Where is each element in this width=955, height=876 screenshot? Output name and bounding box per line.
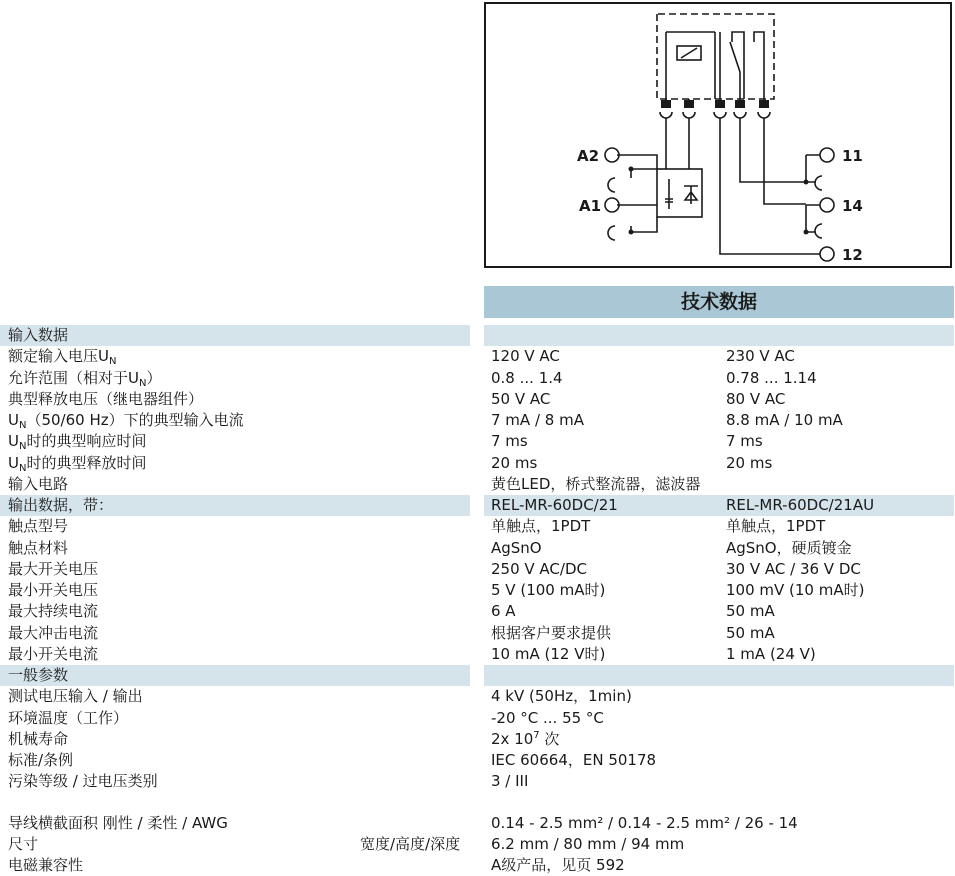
- row-value-2: 80 V AC: [726, 390, 786, 408]
- row-label-text: 测试电压输入 / 输出: [8, 687, 143, 705]
- row-label-text: 最小开关电流: [8, 645, 99, 663]
- table-row: [0, 771, 955, 792]
- row-value-2: 8.8 mA / 10 mA: [726, 411, 843, 429]
- row-value-1-tail: 次: [539, 730, 560, 748]
- relay-schematic: [486, 4, 954, 270]
- row-label-text: 输出数据，带：: [8, 496, 114, 514]
- table-row: [0, 750, 955, 771]
- table-row: [0, 559, 955, 580]
- row-value-1-superscript: 7: [533, 730, 540, 741]
- row-label: [8, 495, 113, 516]
- row-label: [8, 601, 98, 622]
- row-label: [8, 368, 161, 389]
- row-value-1-text: AgSnO: [491, 539, 542, 557]
- table-row: [0, 389, 955, 410]
- row-value-2: 230 V AC: [726, 347, 795, 365]
- row-label-text: U: [8, 411, 19, 429]
- row-label-text: 最大开关电压: [8, 560, 99, 578]
- terminal-a2-label: A2: [577, 147, 600, 165]
- row-label: [8, 389, 203, 410]
- row-label-text: 导线横截面积 刚性 / 柔性 / AWG: [8, 814, 228, 832]
- row-label: [8, 325, 68, 346]
- table-row: [0, 495, 955, 516]
- row-label: [8, 410, 244, 431]
- row-value-2: 30 V AC / 36 V DC: [726, 560, 861, 578]
- row-value-1-text: 0.8 ... 1.4: [491, 369, 563, 387]
- row-value-2: 50 mA: [726, 602, 775, 620]
- row-label: [8, 813, 228, 834]
- row-value-1-text: IEC 60664，EN 50178: [491, 751, 657, 769]
- row-label-text: 典型释放电压（继电器组件）: [8, 390, 204, 408]
- row-label-tail: 时的典型响应时间: [26, 432, 147, 450]
- row-label: [8, 729, 68, 750]
- row-label-text: 允许范围（相对于U: [8, 369, 139, 387]
- row-label-text: 环境温度（工作）: [8, 709, 129, 727]
- row-value-1-text: 2x 10: [491, 730, 534, 748]
- row-label: [8, 474, 68, 495]
- row-value-1-text: 黄色LED，桥式整流器，滤波器: [491, 475, 701, 493]
- row-label-text: U: [8, 432, 19, 450]
- row-value-1: [491, 644, 605, 665]
- row-value-1-text: 5 V (100 mA时): [491, 581, 606, 599]
- row-value-1-text: 50 V AC: [491, 390, 551, 408]
- row-value-1-text: REL-MR-60DC/21: [491, 496, 618, 514]
- row-value-2: 50 mA: [726, 624, 775, 642]
- row-label-text: 尺寸: [8, 835, 39, 853]
- terminal-14-label: 14: [842, 197, 863, 215]
- table-row: [0, 686, 955, 707]
- row-label: [8, 431, 146, 452]
- row-label-subscript: N: [18, 420, 27, 431]
- table-row: [0, 410, 955, 431]
- table-row: [0, 813, 955, 834]
- row-value-2: 1 mA (24 V): [726, 645, 816, 663]
- row-label-text: 最小开关电压: [8, 581, 99, 599]
- row-label-text: 污染等级 / 过电压类别: [8, 772, 158, 790]
- row-label: [8, 834, 38, 855]
- row-label-text: 额定输入电压U: [8, 347, 109, 365]
- row-label: [8, 855, 83, 876]
- row-label-subscript: N: [18, 441, 27, 452]
- row-label-tail: 时的典型释放时间: [26, 454, 147, 472]
- row-label: [8, 771, 158, 792]
- row-label-text: U: [8, 454, 19, 472]
- row-value-1: [491, 346, 560, 367]
- row-label: [8, 750, 73, 771]
- row-label: [8, 644, 98, 665]
- row-value-2: 100 mV (10 mA时): [726, 581, 865, 599]
- row-value-1-text: 7 mA / 8 mA: [491, 411, 584, 429]
- row-label-text: 标准/条例: [8, 751, 74, 769]
- row-label-subscript: N: [108, 356, 117, 367]
- row-label: [8, 580, 98, 601]
- table-row: [0, 474, 955, 495]
- row-value-1-text: 120 V AC: [491, 347, 560, 365]
- terminal-12-label: 12: [842, 246, 863, 264]
- row-value-1-text: 根据客户要求提供: [491, 624, 612, 642]
- row-value-1: [491, 813, 798, 834]
- row-value-1-text: 250 V AC/DC: [491, 560, 587, 578]
- row-value-2: 0.78 ... 1.14: [726, 369, 817, 387]
- row-value-1: [491, 368, 563, 389]
- table-row: [0, 431, 955, 452]
- table-row: [0, 623, 955, 644]
- table-row: [0, 855, 955, 876]
- row-label: [8, 346, 116, 367]
- table-row: [0, 792, 955, 813]
- row-value-1-text: 单触点，1PDT: [491, 517, 591, 535]
- row-label-text: 触点材料: [8, 539, 69, 557]
- table-row: [0, 580, 955, 601]
- row-label: [8, 538, 68, 559]
- terminal-a1-label: A1: [579, 197, 602, 215]
- table-row: [0, 665, 955, 686]
- row-value-1-text: 3 / III: [491, 772, 529, 790]
- row-value-1: [491, 601, 516, 622]
- row-label-tail: （50/60 Hz）下的典型输入电流: [26, 411, 244, 429]
- table-row: [0, 729, 955, 750]
- row-value-1-text: 4 kV (50Hz，1min): [491, 687, 632, 705]
- terminal-11-label: 11: [842, 147, 863, 165]
- row-value-1-text: 10 mA (12 V时): [491, 645, 606, 663]
- row-label: [8, 453, 146, 474]
- row-value-2: 7 ms: [726, 432, 763, 450]
- row-value-1: [491, 834, 684, 855]
- circuit-diagram: [484, 2, 952, 268]
- table-row: [0, 834, 955, 855]
- relay-contact: [730, 42, 740, 99]
- row-value-2: 20 ms: [726, 454, 773, 472]
- table-row: [0, 325, 955, 346]
- row-value-1: [491, 453, 537, 474]
- row-value-1: [491, 580, 605, 601]
- row-value-1: [491, 729, 559, 750]
- row-label-text: 触点型号: [8, 517, 69, 535]
- row-label: [8, 623, 98, 644]
- table-row: [0, 516, 955, 537]
- row-value-1-text: -20 °C ... 55 °C: [491, 709, 604, 727]
- row-value-1: [491, 623, 611, 644]
- table-row: [0, 644, 955, 665]
- row-value-1: [491, 474, 700, 495]
- coil-wires: [666, 32, 715, 99]
- table-row: [0, 368, 955, 389]
- row-value-1: [491, 516, 590, 537]
- row-value-2: 单触点，1PDT: [726, 517, 826, 535]
- row-value-1: [491, 750, 656, 771]
- input-module: [657, 169, 702, 217]
- row-value-1-text: 20 ms: [491, 454, 538, 472]
- row-label-text: 最大持续电流: [8, 602, 99, 620]
- row-label-text: 机械寿命: [8, 730, 69, 748]
- row-label-text: 电磁兼容性: [8, 856, 84, 874]
- row-label-tail: ）: [146, 369, 162, 387]
- row-label: [8, 665, 68, 686]
- row-value-1-text: 6.2 mm / 80 mm / 94 mm: [491, 835, 685, 853]
- row-value-1: [491, 708, 604, 729]
- row-label-text: 一般参数: [8, 666, 69, 684]
- row-value-1: [491, 538, 542, 559]
- row-value-1: [491, 389, 550, 410]
- row-value-1-text: 7 ms: [491, 432, 528, 450]
- row-value-1: [491, 686, 632, 707]
- section-title: 技术数据: [484, 286, 954, 318]
- table-row: [0, 708, 955, 729]
- row-value-1-text: A级产品，见页 592: [491, 856, 625, 874]
- table-row: [0, 538, 955, 559]
- row-label: [8, 516, 68, 537]
- row-value-2: AgSnO，硬质镀金: [726, 539, 852, 557]
- row-value-1: [491, 771, 528, 792]
- row-label-text: 输入数据: [8, 326, 69, 344]
- row-value-1: [491, 559, 587, 580]
- row-label-text: 最大冲击电流: [8, 624, 99, 642]
- row-label: [8, 686, 143, 707]
- row-value-1: [491, 431, 528, 452]
- row-label-text: 输入电路: [8, 475, 69, 493]
- row-label-subscript: N: [18, 463, 27, 474]
- table-row: [0, 346, 955, 367]
- row-value-1-text: 6 A: [491, 602, 516, 620]
- row-label: [8, 708, 128, 729]
- row-value-1: [491, 495, 618, 516]
- row-value-1: [491, 855, 625, 876]
- row-value-1-text: 0.14 - 2.5 mm² / 0.14 - 2.5 mm² / 26 - 14: [491, 814, 798, 832]
- row-value-1: [491, 410, 584, 431]
- table-row: [0, 601, 955, 622]
- row-value-2: REL-MR-60DC/21AU: [726, 496, 875, 514]
- row-label: [8, 559, 98, 580]
- table-row: [0, 453, 955, 474]
- row-aux-label: 宽度/高度/深度: [360, 835, 461, 853]
- row-label-subscript: N: [138, 378, 147, 389]
